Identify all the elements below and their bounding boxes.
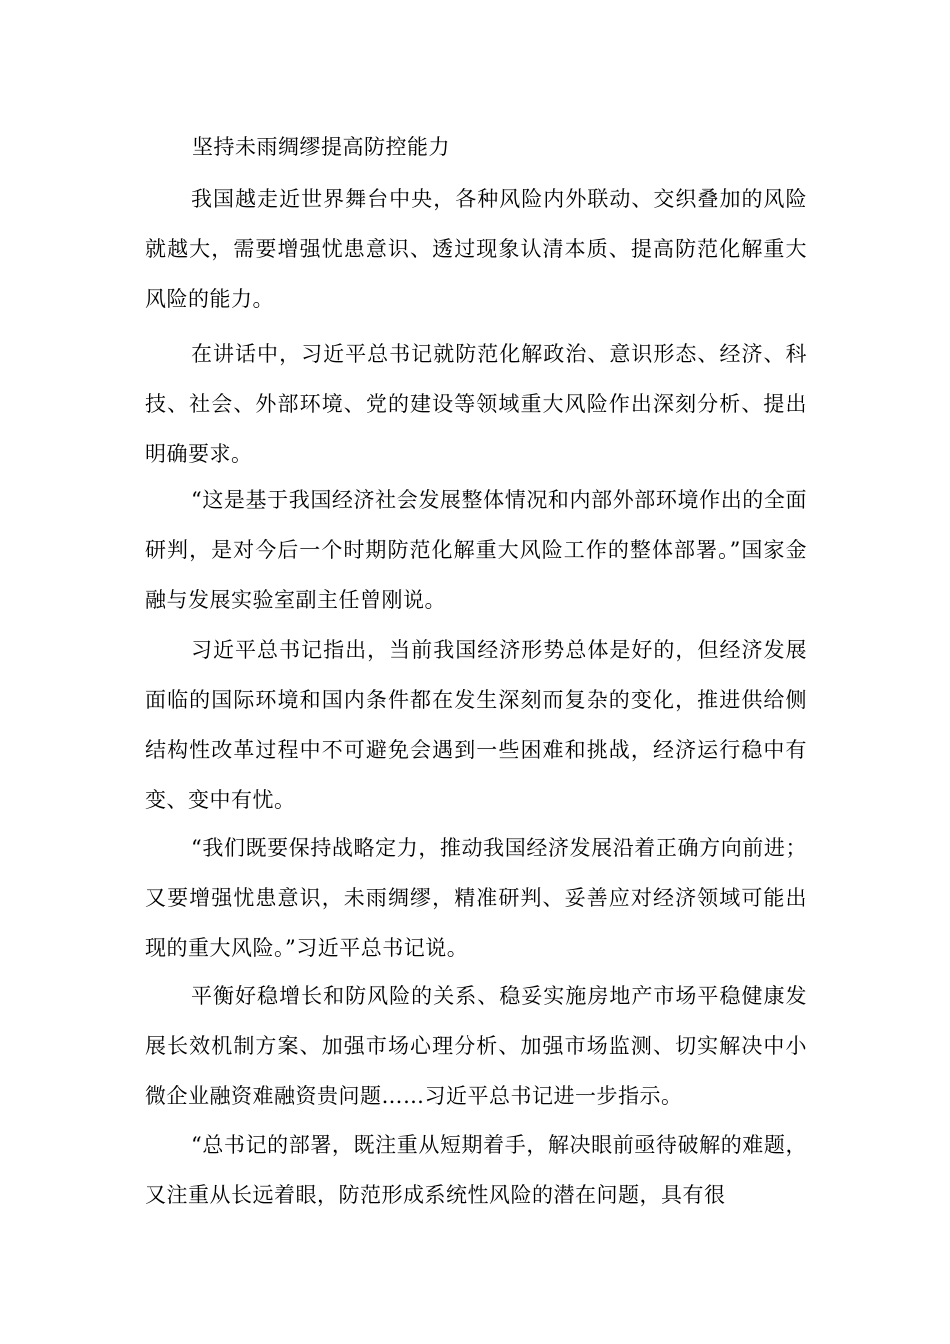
paragraph-3: “这是基于我国经济社会发展整体情况和内部外部环境作出的全面研判，是对今后一个时期防范化解重大风险工作的整体部署。”国家金融与发展实验室副主任曾刚说。 — [145, 488, 807, 612]
paragraph-6: 平衡好稳增长和防风险的关系、稳妥实施房地产市场平稳健康发展长效机制方案、加强市场心理分析、加强市场监测、切实解决中小微企业融资难融资贵问题……习近平总书记进一步指示。 — [145, 984, 807, 1108]
paragraph-4: 习近平总书记指出，当前我国经济形势总体是好的，但经济发展面临的国际环境和国内条件都在发生深刻而复杂的变化，推进供给侧结构性改革过程中不可避免会遇到一些困难和挑战，经济运行稳中有变、变中有忧。 — [145, 638, 807, 812]
paragraph-2: 在讲话中，习近平总书记就防范化解政治、意识形态、经济、科技、社会、外部环境、党的建设等领域重大风险作出深刻分析、提出明确要求。 — [145, 342, 807, 466]
paragraph-7: “总书记的部署，既注重从短期着手，解决眼前亟待破解的难题，又注重从长远着眼，防范形成系统性风险的潜在问题，具有很 — [145, 1133, 807, 1207]
paragraph-1: 我国越走近世界舞台中央，各种风险内外联动、交织叠加的风险就越大，需要增强忧患意识、透过现象认清本质、提高防范化解重大风险的能力。 — [145, 187, 807, 311]
paragraph-5: “我们既要保持战略定力，推动我国经济发展沿着正确方向前进；又要增强忧患意识，未雨绸缪，精准研判、妥善应对经济领域可能出现的重大风险。”习近平总书记说。 — [145, 836, 807, 960]
document-title: 坚持未雨绸缪提高防控能力 — [192, 135, 450, 159]
